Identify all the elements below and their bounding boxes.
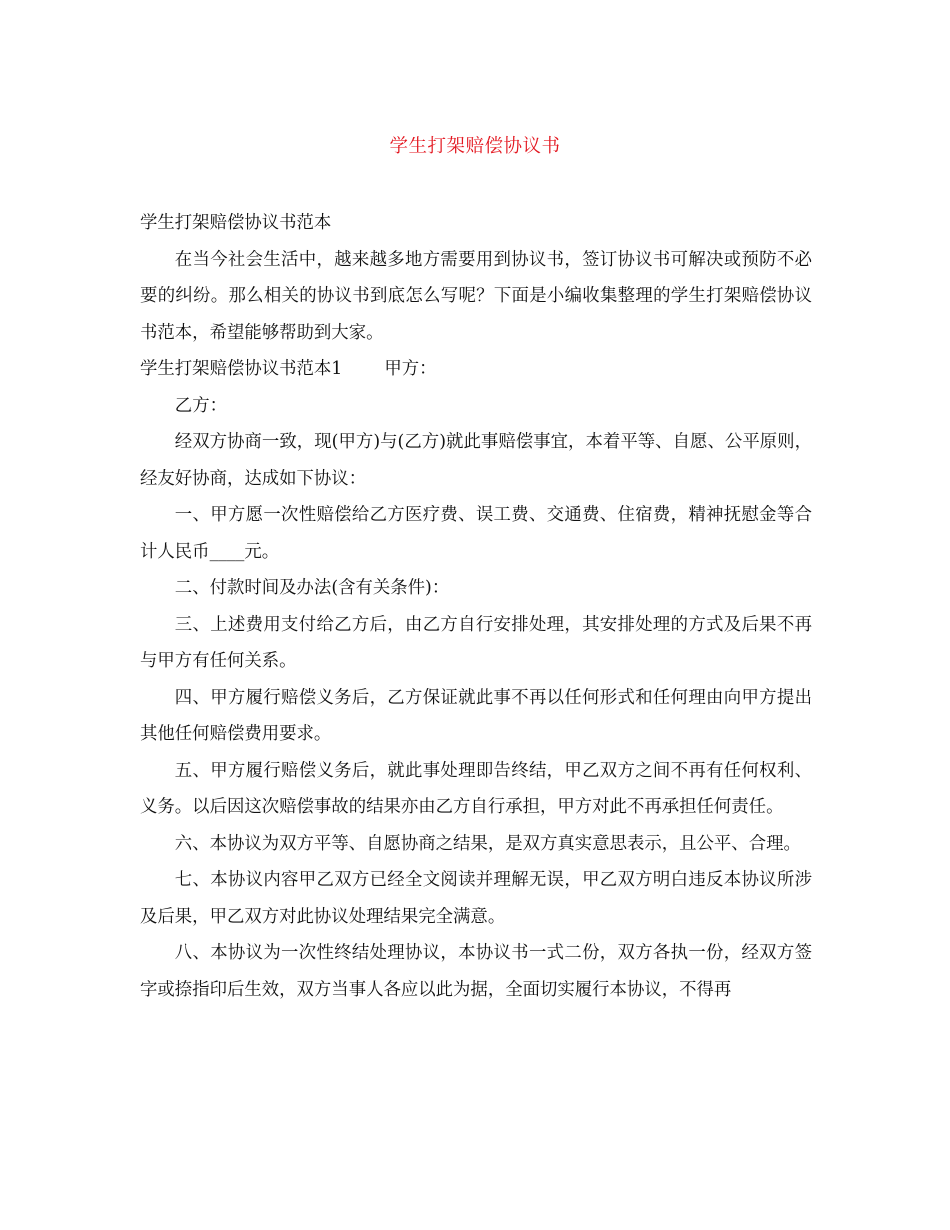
- intro-paragraph: 在当今社会生活中，越来越多地方需要用到协议书，签订协议书可解决或预防不必要的纠纷。那么相关的协议书到底怎么写呢？下面是小编收集整理的学生打架赔偿协议书范本，希望能够帮助到大家。: [140, 249, 812, 343]
- clause-1: 一、甲方愿一次性赔偿给乙方医疗费、误工费、交通费、住宿费，精神抚慰金等合计人民币____元。: [140, 505, 812, 562]
- clause-2: 二、付款时间及办法(含有关条件)：: [174, 578, 450, 598]
- sample-heading-line: [140, 351, 812, 388]
- clause-8: 八、本协议为一次性终结处理协议，本协议书一式二份，双方各执一份，经双方签字或捺指印后生效，双方当事人各应以此为据，全面切实履行本协议，不得再: [140, 943, 812, 1000]
- preamble-paragraph: 经双方协商一致，现(甲方)与(乙方)就此事赔偿事宜，本着平等、自愿、公平原则，经友好协商，达成如下协议：: [140, 432, 812, 489]
- document-body: [140, 205, 812, 1008]
- clause-4: 四、甲方履行赔偿义务后，乙方保证就此事不再以任何形式和任何理由向甲方提出其他任何赔偿费用要求。: [140, 687, 812, 744]
- party-a-label: 甲方：: [384, 359, 437, 379]
- clause-3: 三、上述费用支付给乙方后，由乙方自行安排处理，其安排处理的方式及后果不再与甲方有任何关系。: [140, 614, 812, 671]
- clause-5: 五、甲方履行赔偿义务后，就此事处理即告终结，甲乙双方之间不再有任何权利、义务。以后因这次赔偿事故的结果亦由乙方自行承担，甲方对此不再承担任何责任。: [140, 760, 812, 817]
- document-title: 学生打架赔偿协议书: [389, 136, 561, 157]
- clause-7: 七、本协议内容甲乙双方已经全文阅读并理解无误，甲乙双方明白违反本协议所涉及后果，甲乙双方对此协议处理结果完全满意。: [140, 870, 812, 927]
- sample-heading: 学生打架赔偿协议书范本1: [140, 359, 343, 379]
- document-subtitle: 学生打架赔偿协议书范本: [140, 213, 332, 233]
- clause-6: 六、本协议为双方平等、自愿协商之结果，是双方真实意思表示，且公平、合理。: [174, 833, 801, 854]
- party-b-label: 乙方：: [174, 395, 227, 416]
